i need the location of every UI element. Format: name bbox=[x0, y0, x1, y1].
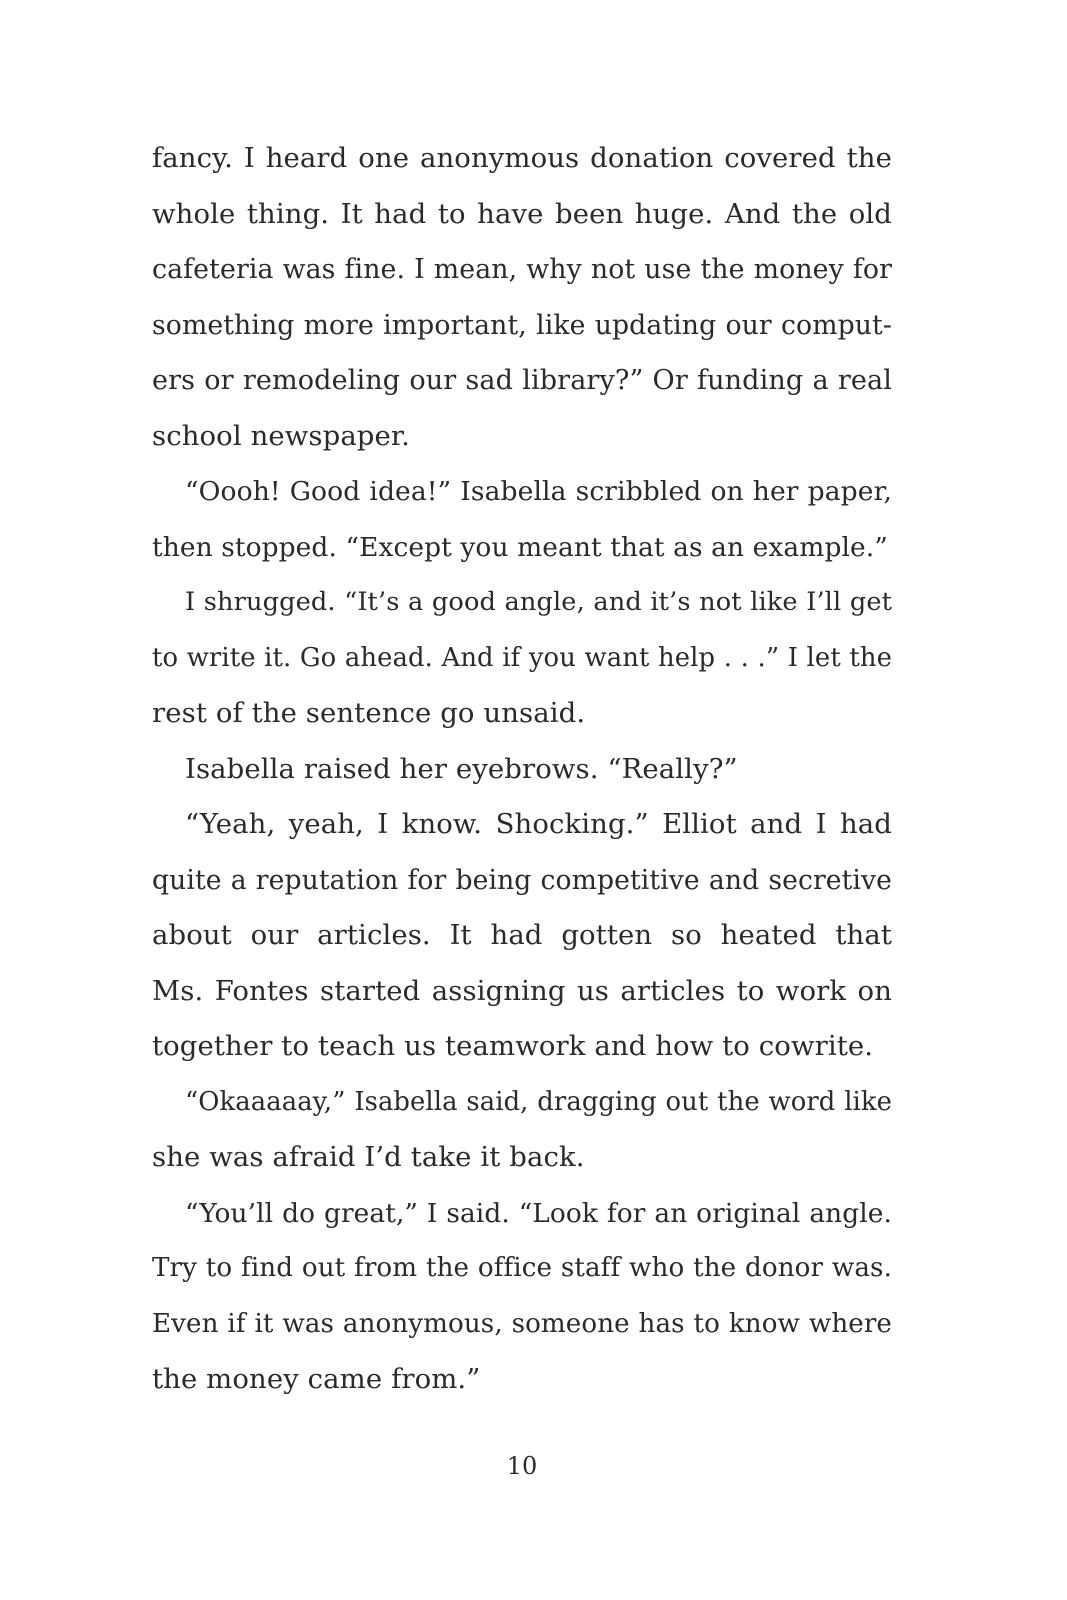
text-line: quite a reputation for being competitive and secretive bbox=[152, 864, 892, 896]
text-line: about our articles. It had gotten so heated that bbox=[152, 919, 892, 951]
text-line: she was afraid I’d take it back. bbox=[152, 1141, 585, 1173]
text-line: whole thing. It had to have been huge. And the old bbox=[152, 197, 892, 230]
text-line: “Oooh! Good idea!” Isabella scribbled on her paper, bbox=[185, 476, 892, 507]
text-line: “You’ll do great,” I said. “Look for an original angle. bbox=[185, 1197, 892, 1229]
text-line: ers or remodeling our sad library?” Or funding a real bbox=[152, 365, 892, 396]
text-line: to write it. Go ahead. And if you want help . . .” I let the bbox=[152, 642, 892, 673]
book-page bbox=[152, 0, 892, 1600]
text-line: “Yeah, yeah, I know. Shocking.” Elliot and I had bbox=[185, 808, 892, 840]
text-line: then stopped. “Except you meant that as an example.” bbox=[152, 531, 888, 563]
text-line: fancy. I heard one anonymous donation covered the bbox=[152, 142, 892, 174]
text-line: Try to find out from the office staff who the donor was. bbox=[152, 1253, 892, 1283]
text-line: Ms. Fontes started assigning us articles to work on bbox=[152, 974, 892, 1007]
text-line: Even if it was anonymous, someone has to know where bbox=[152, 1308, 892, 1339]
body-text bbox=[152, 131, 892, 1408]
text-line: the money came from.” bbox=[152, 1363, 481, 1395]
text-line: Isabella raised her eyebrows. “Really?” bbox=[185, 752, 738, 785]
text-line: rest of the sentence go unsaid. bbox=[152, 697, 586, 729]
text-line: something more important, like updating our comput- bbox=[152, 309, 892, 341]
text-line: school newspaper. bbox=[152, 419, 410, 452]
text-line: I shrugged. “It’s a good angle, and it’s not like I’ll get bbox=[185, 587, 892, 617]
text-line: “Okaaaaay,” Isabella said, dragging out the word like bbox=[185, 1086, 892, 1117]
text-line: cafeteria was fine. I mean, why not use the money for bbox=[152, 254, 892, 285]
page-number: 10 bbox=[506, 1452, 538, 1480]
text-line: together to teach us teamwork and how to cowrite. bbox=[152, 1030, 874, 1062]
